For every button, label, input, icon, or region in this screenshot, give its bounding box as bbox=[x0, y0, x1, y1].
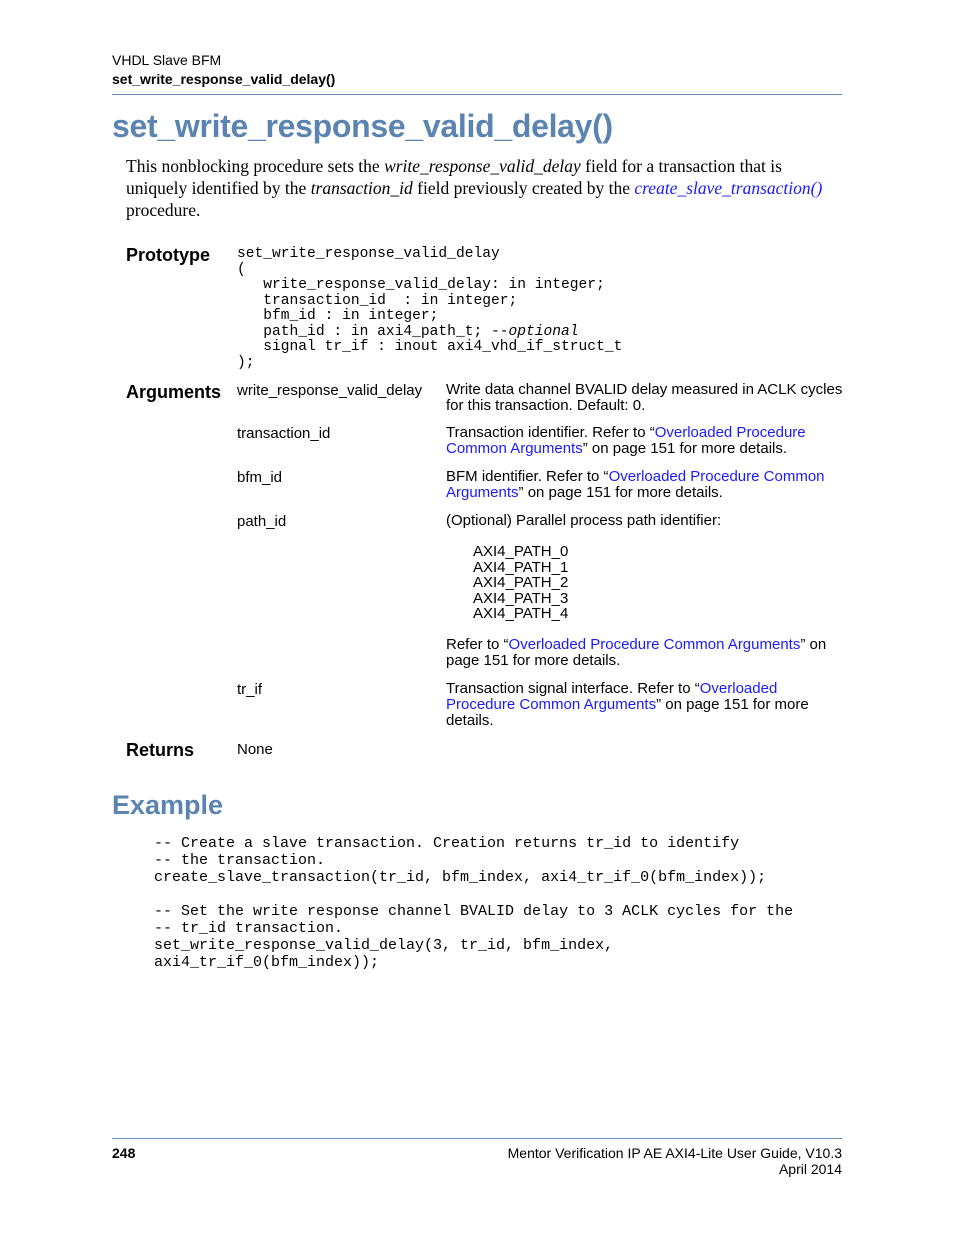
arg-desc-text: ” on page 151 for more details. bbox=[446, 696, 809, 729]
prototype-code-tail: signal tr_if : inout axi4_vhd_if_struct_t ); bbox=[237, 339, 623, 371]
returns-value: None bbox=[237, 741, 273, 758]
header-rule bbox=[112, 94, 842, 95]
arg-name-transaction-id: transaction_id bbox=[237, 425, 331, 442]
prototype-code-optional: optional bbox=[508, 323, 579, 340]
arg-desc-text: Refer to “ bbox=[446, 636, 509, 653]
arg-desc-path-id: (Optional) Parallel process path identifier: bbox=[446, 512, 722, 529]
prototype-label: Prototype bbox=[126, 245, 211, 265]
path-value: AXI4_PATH_4 bbox=[473, 605, 569, 622]
arg-desc-bfm-id bbox=[446, 469, 846, 501]
intro-transaction-id: transaction_id bbox=[310, 178, 413, 198]
arg-desc-text: ” on page 151 for more details. bbox=[446, 636, 827, 669]
prototype-code-block bbox=[237, 247, 622, 371]
example-code-block bbox=[154, 835, 793, 971]
overloaded-procedure-link[interactable]: Overloaded Procedure Common Arguments bbox=[446, 468, 825, 501]
footer-date: April 2014 bbox=[778, 1161, 842, 1177]
path-value: AXI4_PATH_3 bbox=[473, 589, 569, 607]
footer-doc-info bbox=[508, 1145, 842, 1177]
create-slave-transaction-link[interactable]: create_slave_transaction() bbox=[634, 178, 823, 198]
path-value: AXI4_PATH_0 bbox=[473, 543, 569, 560]
arguments-label: Arguments bbox=[126, 382, 222, 402]
intro-text-1: This nonblocking procedure sets the bbox=[126, 156, 385, 176]
running-header-subsection: set_write_response_valid_delay() bbox=[112, 71, 336, 87]
page-number: 248 bbox=[112, 1145, 136, 1161]
path-value: AXI4_PATH_1 bbox=[473, 558, 569, 576]
intro-field-name: write_response_valid_delay bbox=[384, 156, 581, 176]
arg-desc-text: Transaction signal interface. Refer to “ bbox=[446, 680, 700, 697]
arg-desc-text: ” on page 151 for more details. bbox=[582, 440, 788, 457]
arg-desc-tr-if bbox=[446, 681, 846, 729]
overloaded-procedure-link[interactable]: Overloaded Procedure Common Arguments bbox=[446, 424, 806, 457]
arg-desc-text: Transaction identifier. Refer to “ bbox=[446, 424, 655, 441]
arg-name-tr-if: tr_if bbox=[237, 681, 263, 698]
path-id-values-list bbox=[473, 544, 568, 622]
arg-name-bfm-id: bfm_id bbox=[237, 469, 283, 486]
overloaded-procedure-link[interactable]: Overloaded Procedure Common Arguments bbox=[508, 636, 801, 653]
prototype-code-main: set_write_response_valid_delay ( write_response_valid_delay: in integer; transaction_id : in integer; bfm_id : in integer; path_id : in axi4_path_t; -- bbox=[237, 246, 605, 340]
running-header-section: VHDL Slave BFM bbox=[112, 52, 222, 68]
example-heading: Example bbox=[112, 790, 224, 820]
footer-rule bbox=[112, 1138, 842, 1139]
arg-desc-text: ” on page 151 for more details. bbox=[518, 484, 723, 501]
footer-doc-title: Mentor Verification IP AE AXI4-Lite User Guide, V10.3 bbox=[507, 1145, 842, 1161]
page-title: set_write_response_valid_delay() bbox=[112, 108, 613, 144]
arg-name-write-response-valid-delay: write_response_valid_delay bbox=[237, 382, 423, 399]
arg-desc-transaction-id bbox=[446, 425, 846, 457]
example-code: -- Create a slave transaction. Creation returns tr_id to identify -- the transaction. create_slave_transaction(tr_id, bfm_index, axi4_tr_if_0(bfm_index)); -- Set the write response channel BVALID delay to 3 ACLK cycles for the -- tr_id transaction. set_write_response_valid_delay(3, tr_id, bfm_index, axi4_tr_if_0(bfm_index)); bbox=[154, 835, 794, 971]
arg-desc-path-id-refer bbox=[446, 637, 846, 669]
arg-name-path-id: path_id bbox=[237, 513, 287, 530]
path-value: AXI4_PATH_2 bbox=[473, 574, 569, 591]
intro-text-3: field previously created by the bbox=[412, 178, 635, 198]
intro-paragraph bbox=[126, 155, 842, 221]
overloaded-procedure-link[interactable]: Overloaded Procedure Common Arguments bbox=[446, 680, 778, 713]
arg-desc-write-response-valid-delay: Write data channel BVALID delay measured in ACLK cycles for this transaction. Default: 0. bbox=[446, 381, 843, 414]
intro-text-2: field for a transaction that is uniquely identified by the bbox=[126, 156, 782, 198]
returns-label: Returns bbox=[126, 740, 195, 760]
arg-desc-text: BFM identifier. Refer to “ bbox=[446, 468, 609, 485]
intro-text-4: procedure. bbox=[126, 200, 201, 220]
